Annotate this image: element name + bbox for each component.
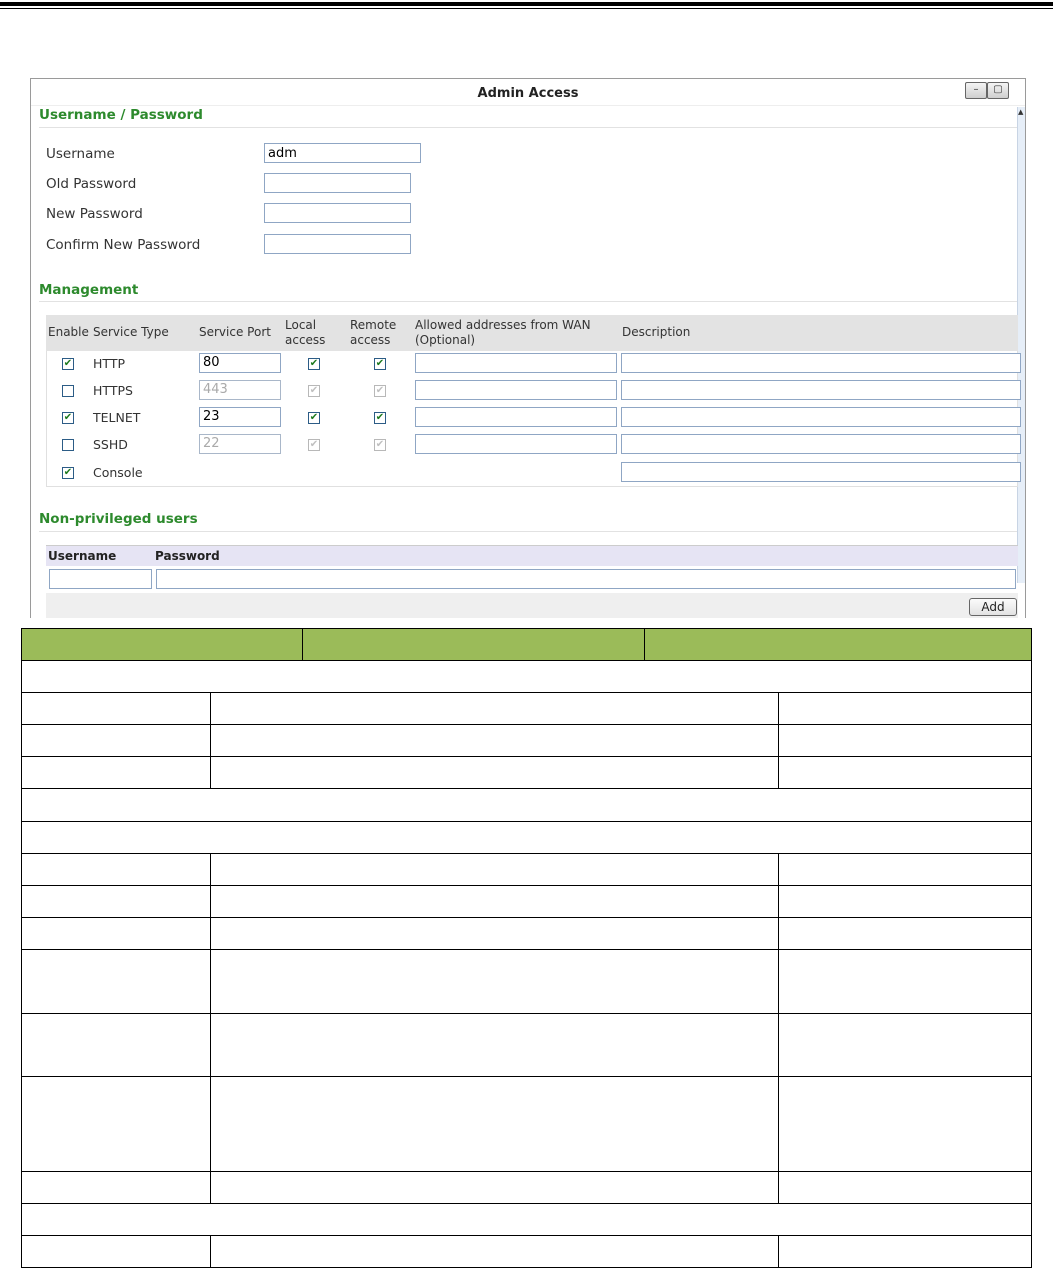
non-privileged-table-footer bbox=[46, 593, 1018, 618]
col-service-type: Service Type bbox=[93, 325, 169, 339]
https-local-access-checkbox[interactable]: ✔ bbox=[309, 385, 319, 396]
https-enable-checkbox[interactable] bbox=[62, 385, 74, 397]
https-port-input[interactable]: 443 bbox=[199, 380, 281, 400]
http-description-input[interactable] bbox=[621, 353, 1021, 373]
row-rule bbox=[21, 821, 1032, 822]
col-divider bbox=[210, 1235, 211, 1267]
service-type-sshd: SSHD bbox=[93, 437, 128, 452]
header-divider bbox=[644, 628, 645, 661]
window-controls bbox=[965, 82, 1009, 99]
http-port-input[interactable]: 80 bbox=[199, 353, 281, 373]
telnet-remote-access-checkbox[interactable]: ✔ bbox=[375, 412, 385, 423]
telnet-allowed-addresses-input[interactable] bbox=[415, 407, 617, 427]
np-username-input[interactable] bbox=[49, 569, 152, 589]
document-table bbox=[21, 628, 1032, 1268]
confirm-password-input[interactable] bbox=[264, 234, 411, 254]
row-rule bbox=[21, 949, 1032, 950]
telnet-description-input[interactable] bbox=[621, 407, 1021, 427]
row-rule bbox=[21, 885, 1032, 886]
http-allowed-addresses-input[interactable] bbox=[415, 353, 617, 373]
col-remote-access: Remote access bbox=[350, 318, 397, 347]
service-type-console: Console bbox=[93, 465, 143, 480]
sshd-enable-checkbox[interactable] bbox=[62, 439, 74, 451]
col-divider bbox=[210, 1171, 211, 1203]
http-local-access-checkbox[interactable]: ✔ bbox=[309, 358, 319, 369]
row-rule bbox=[21, 1235, 1032, 1236]
add-user-button[interactable]: Add bbox=[969, 598, 1017, 616]
section-divider bbox=[39, 531, 1017, 532]
service-type-https: HTTPS bbox=[93, 383, 133, 398]
row-rule bbox=[21, 788, 1032, 789]
service-type-telnet: TELNET bbox=[93, 410, 141, 425]
https-remote-access-checkbox[interactable]: ✔ bbox=[375, 385, 385, 396]
col-local-access: Local access bbox=[285, 318, 326, 347]
col-divider bbox=[210, 853, 211, 1171]
row-rule bbox=[21, 917, 1032, 918]
management-section-title: Management bbox=[39, 282, 139, 298]
old-password-input[interactable] bbox=[264, 173, 411, 193]
col-divider bbox=[778, 692, 779, 788]
https-description-input[interactable] bbox=[621, 380, 1021, 400]
np-password-header: Password bbox=[155, 549, 220, 563]
admin-access-window bbox=[30, 78, 1026, 618]
col-service-port: Service Port bbox=[199, 325, 271, 339]
row-rule bbox=[21, 1203, 1032, 1204]
row-rule bbox=[21, 853, 1032, 854]
col-enable: Enable bbox=[48, 325, 89, 339]
np-username-header: Username bbox=[48, 549, 117, 563]
section-divider bbox=[39, 127, 1017, 128]
row-rule bbox=[21, 756, 1032, 757]
row-rule bbox=[21, 1076, 1032, 1077]
console-enable-checkbox[interactable]: ✔ bbox=[63, 467, 73, 478]
window-title: Admin Access bbox=[31, 79, 1025, 106]
non-privileged-table-header bbox=[46, 545, 1018, 566]
scroll-up-arrow-icon[interactable]: ▲ bbox=[1018, 108, 1024, 116]
non-privileged-section-title: Non-privileged users bbox=[39, 511, 198, 527]
http-enable-checkbox[interactable]: ✔ bbox=[63, 358, 73, 369]
telnet-local-access-checkbox[interactable]: ✔ bbox=[309, 412, 319, 423]
sshd-description-input[interactable] bbox=[621, 434, 1021, 454]
col-allowed-addresses: Allowed addresses from WAN (Optional) bbox=[415, 318, 591, 347]
service-type-http: HTTP bbox=[93, 356, 125, 371]
col-description: Description bbox=[622, 325, 691, 339]
document-table-header bbox=[21, 628, 1032, 661]
row-rule bbox=[21, 1013, 1032, 1014]
col-divider bbox=[210, 692, 211, 788]
row-rule bbox=[21, 660, 1032, 661]
https-allowed-addresses-input[interactable] bbox=[415, 380, 617, 400]
row-rule bbox=[21, 692, 1032, 693]
sshd-port-input[interactable]: 22 bbox=[199, 434, 281, 454]
vertical-scrollbar[interactable] bbox=[1017, 107, 1025, 583]
sshd-local-access-checkbox[interactable]: ✔ bbox=[309, 439, 319, 450]
old-password-label: Old Password bbox=[46, 176, 137, 192]
np-password-input[interactable] bbox=[156, 569, 1016, 589]
telnet-enable-checkbox[interactable]: ✔ bbox=[63, 412, 73, 423]
row-rule bbox=[21, 724, 1032, 725]
row-rule bbox=[21, 1171, 1032, 1172]
col-divider bbox=[778, 1235, 779, 1267]
username-label: Username bbox=[46, 146, 115, 162]
confirm-password-label: Confirm New Password bbox=[46, 237, 201, 253]
sshd-allowed-addresses-input[interactable] bbox=[415, 434, 617, 454]
console-description-input[interactable] bbox=[621, 462, 1021, 482]
http-remote-access-checkbox[interactable]: ✔ bbox=[375, 358, 385, 369]
header-divider bbox=[302, 628, 303, 661]
col-divider bbox=[778, 853, 779, 1171]
telnet-port-input[interactable]: 23 bbox=[199, 407, 281, 427]
new-password-label: New Password bbox=[46, 206, 143, 222]
credentials-section-title: Username / Password bbox=[39, 107, 203, 123]
col-divider bbox=[778, 1171, 779, 1203]
new-password-input[interactable] bbox=[264, 203, 411, 223]
maximize-button[interactable]: ▢ bbox=[987, 82, 1009, 99]
section-divider bbox=[39, 301, 1017, 302]
sshd-remote-access-checkbox[interactable]: ✔ bbox=[375, 439, 385, 450]
page-top-rule bbox=[0, 2, 1053, 6]
username-input[interactable] bbox=[264, 143, 421, 163]
minimize-button[interactable]: – bbox=[965, 82, 987, 99]
page-top-rule-thin bbox=[0, 8, 1053, 9]
